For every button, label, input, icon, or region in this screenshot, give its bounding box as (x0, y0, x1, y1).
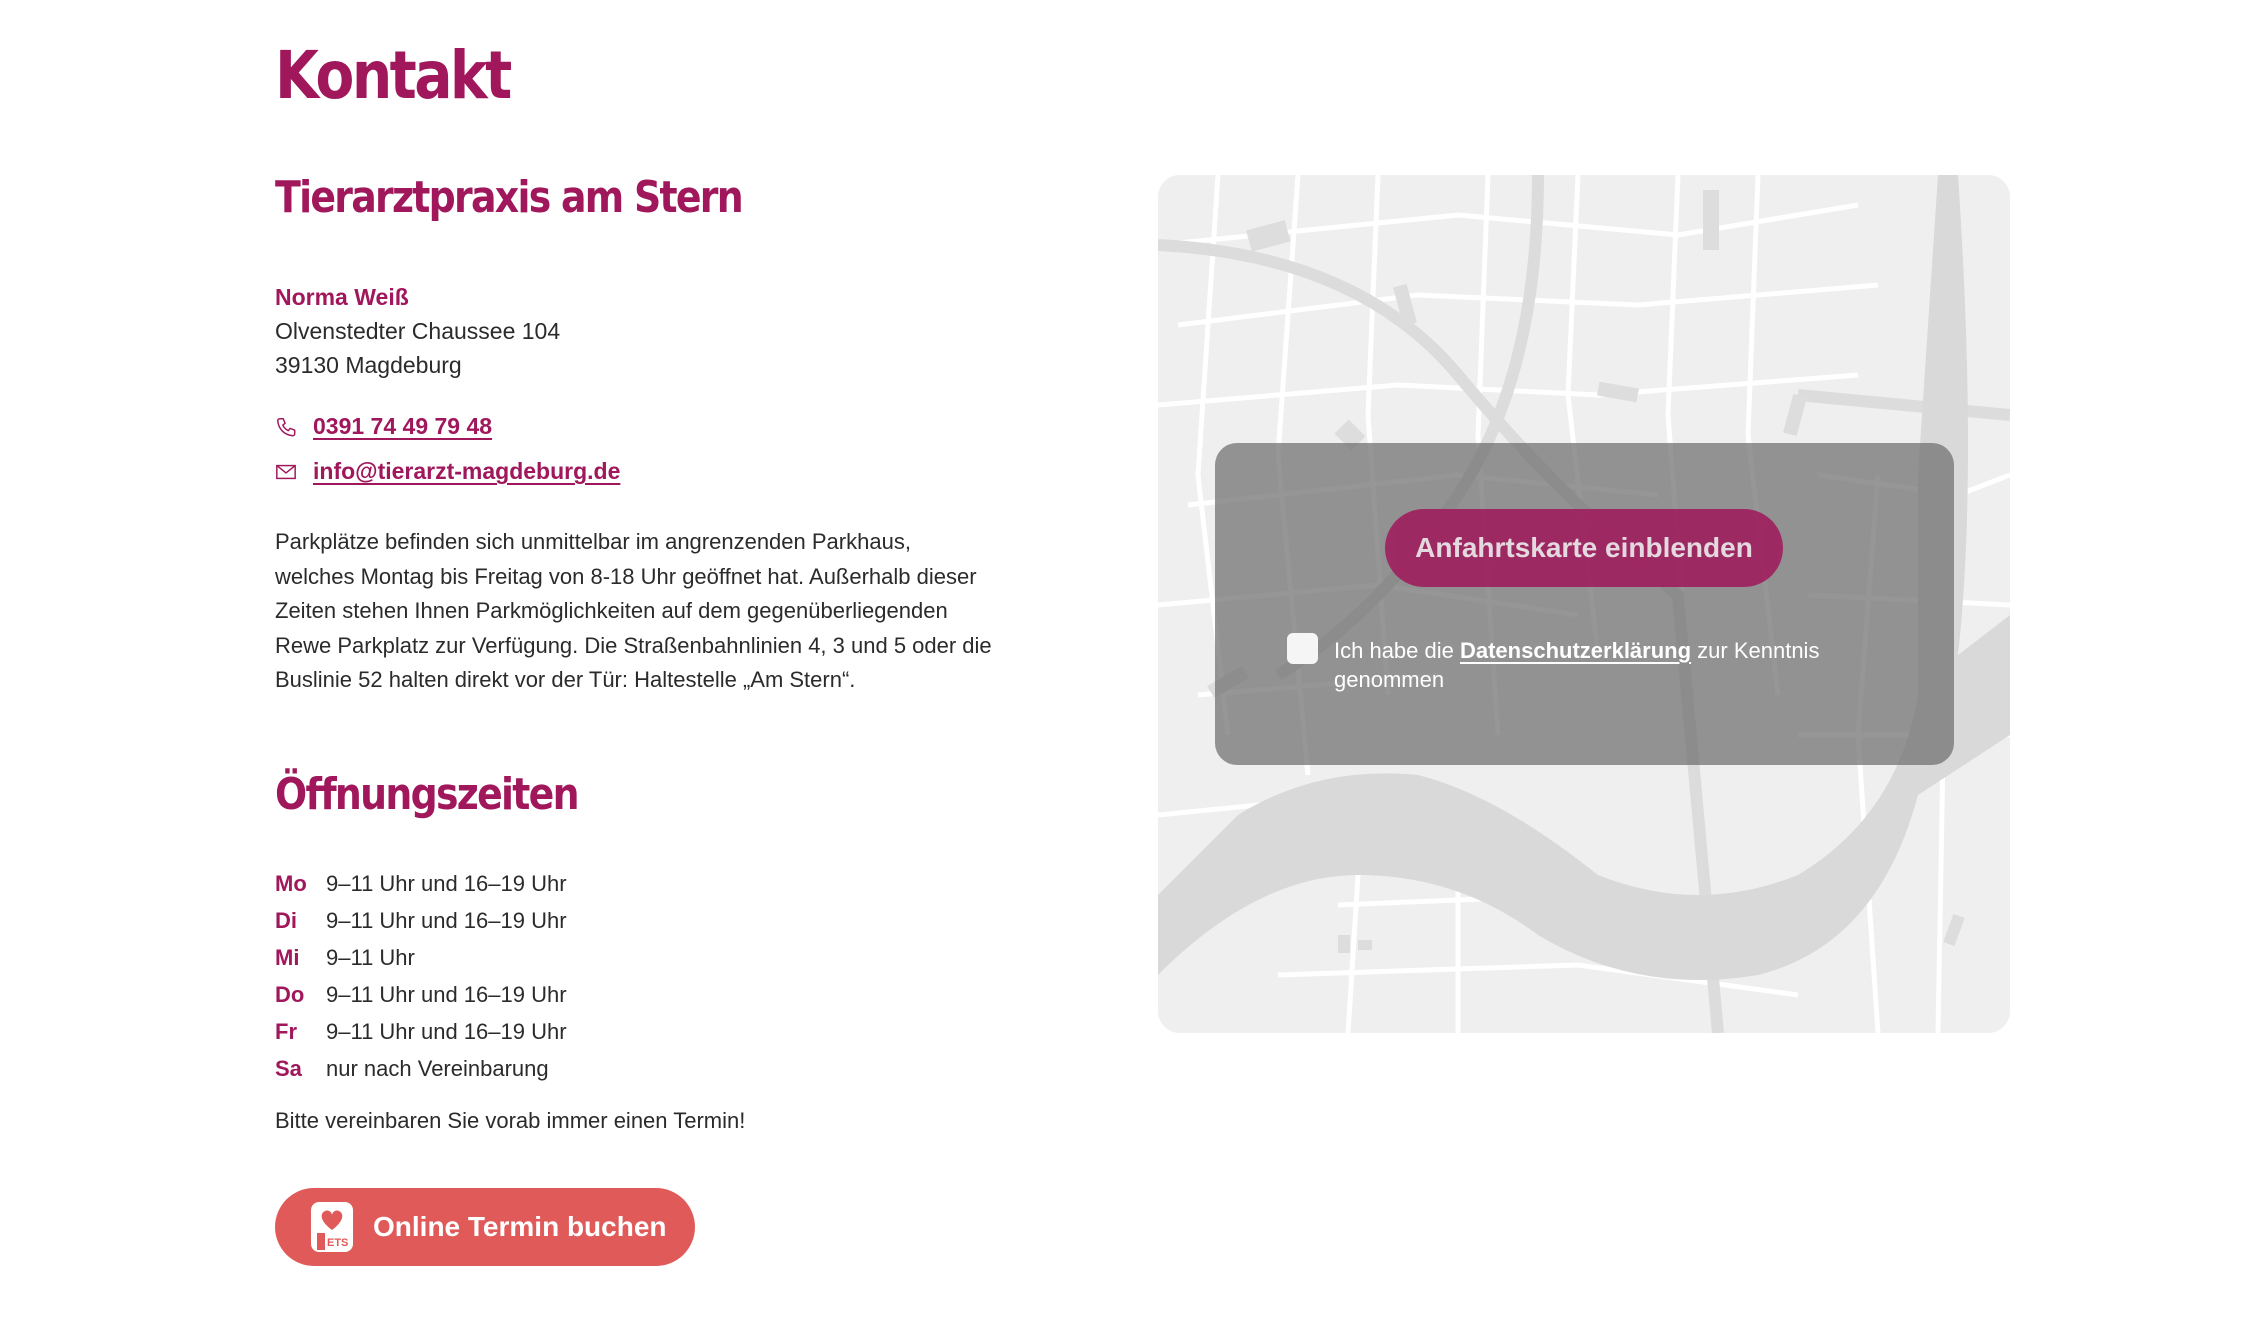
privacy-consent (1287, 636, 1854, 694)
book-appointment-button[interactable] (275, 1188, 695, 1266)
hours-time: 9–11 Uhr und 16–19 Uhr (326, 907, 567, 933)
consent-text-before: Ich habe die (1334, 638, 1460, 663)
privacy-consent-text (1334, 636, 1854, 694)
show-map-button[interactable]: Anfahrtskarte einblenden (1385, 509, 1783, 587)
contact-section (275, 170, 995, 1249)
hours-row (275, 1050, 567, 1087)
hours-time: 9–11 Uhr (326, 944, 415, 970)
consent-text-after: zur Kenntnis genommen (1334, 638, 1820, 692)
hours-heading: Öffnungszeiten (275, 769, 578, 820)
phone-line (275, 413, 492, 440)
book-appointment-label: Online Termin buchen (373, 1211, 667, 1242)
hours-row (275, 976, 567, 1013)
page-title: Kontakt (275, 37, 510, 114)
map-consent-overlay (1215, 443, 1954, 765)
hours-row (275, 1013, 567, 1050)
svg-text:ETS: ETS (327, 1237, 349, 1249)
hours-row (275, 902, 567, 939)
appointment-note: Bitte vereinbaren Sie vorab immer einen Termin! (275, 1108, 746, 1133)
hours-day: Sa (275, 1055, 302, 1081)
street: Olvenstedter Chaussee 104 (275, 318, 561, 344)
address-block (275, 280, 560, 382)
email-link[interactable]: info@tierarzt-magdeburg.de (313, 458, 621, 484)
hours-time: nur nach Vereinbarung (326, 1055, 549, 1081)
hours-day: Do (275, 981, 305, 1007)
hours-time: 9–11 Uhr und 16–19 Uhr (326, 1018, 567, 1044)
hours-day: Di (275, 907, 297, 933)
privacy-policy-link[interactable]: Datenschutzerklärung (1459, 638, 1692, 663)
hours-day: Fr (275, 1018, 297, 1044)
phone-link[interactable]: 0391 74 49 79 48 (313, 413, 493, 439)
email-line (275, 458, 620, 485)
privacy-consent-checkbox[interactable] (1287, 633, 1318, 664)
city: 39130 Magdeburg (275, 352, 462, 378)
hours-time: 9–11 Uhr und 16–19 Uhr (326, 981, 567, 1007)
mail-icon (275, 461, 297, 483)
hours-day: Mi (275, 944, 300, 970)
hours-row (275, 939, 567, 976)
practice-heading: Tierarztpraxis am Stern (275, 172, 742, 223)
map-container (1158, 175, 2010, 1033)
contact-name: Norma Weiß (275, 284, 409, 310)
phone-icon (275, 416, 297, 438)
hours-row (275, 865, 567, 902)
pets-heart-logo-icon (309, 1200, 355, 1254)
hours-time: 9–11 Uhr und 16–19 Uhr (326, 870, 567, 896)
opening-hours-list (275, 865, 567, 1087)
parking-info: Parkplätze befinden sich unmittelbar im angrenzenden Parkhaus, welches Montag bis Freitag von 8-18 Uhr geöffnet hat. Außerhalb dieser Zeiten stehen Ihnen Parkmöglichkeiten auf dem gegenüberliegenden Rewe Parkplatz zur Verfügung. Die Straßenbahnlinien 4, 3 und 5 oder die Buslinie 52 halten direkt vor der Tür: Haltestelle „Am Stern“. (275, 529, 992, 692)
hours-day: Mo (275, 870, 307, 896)
